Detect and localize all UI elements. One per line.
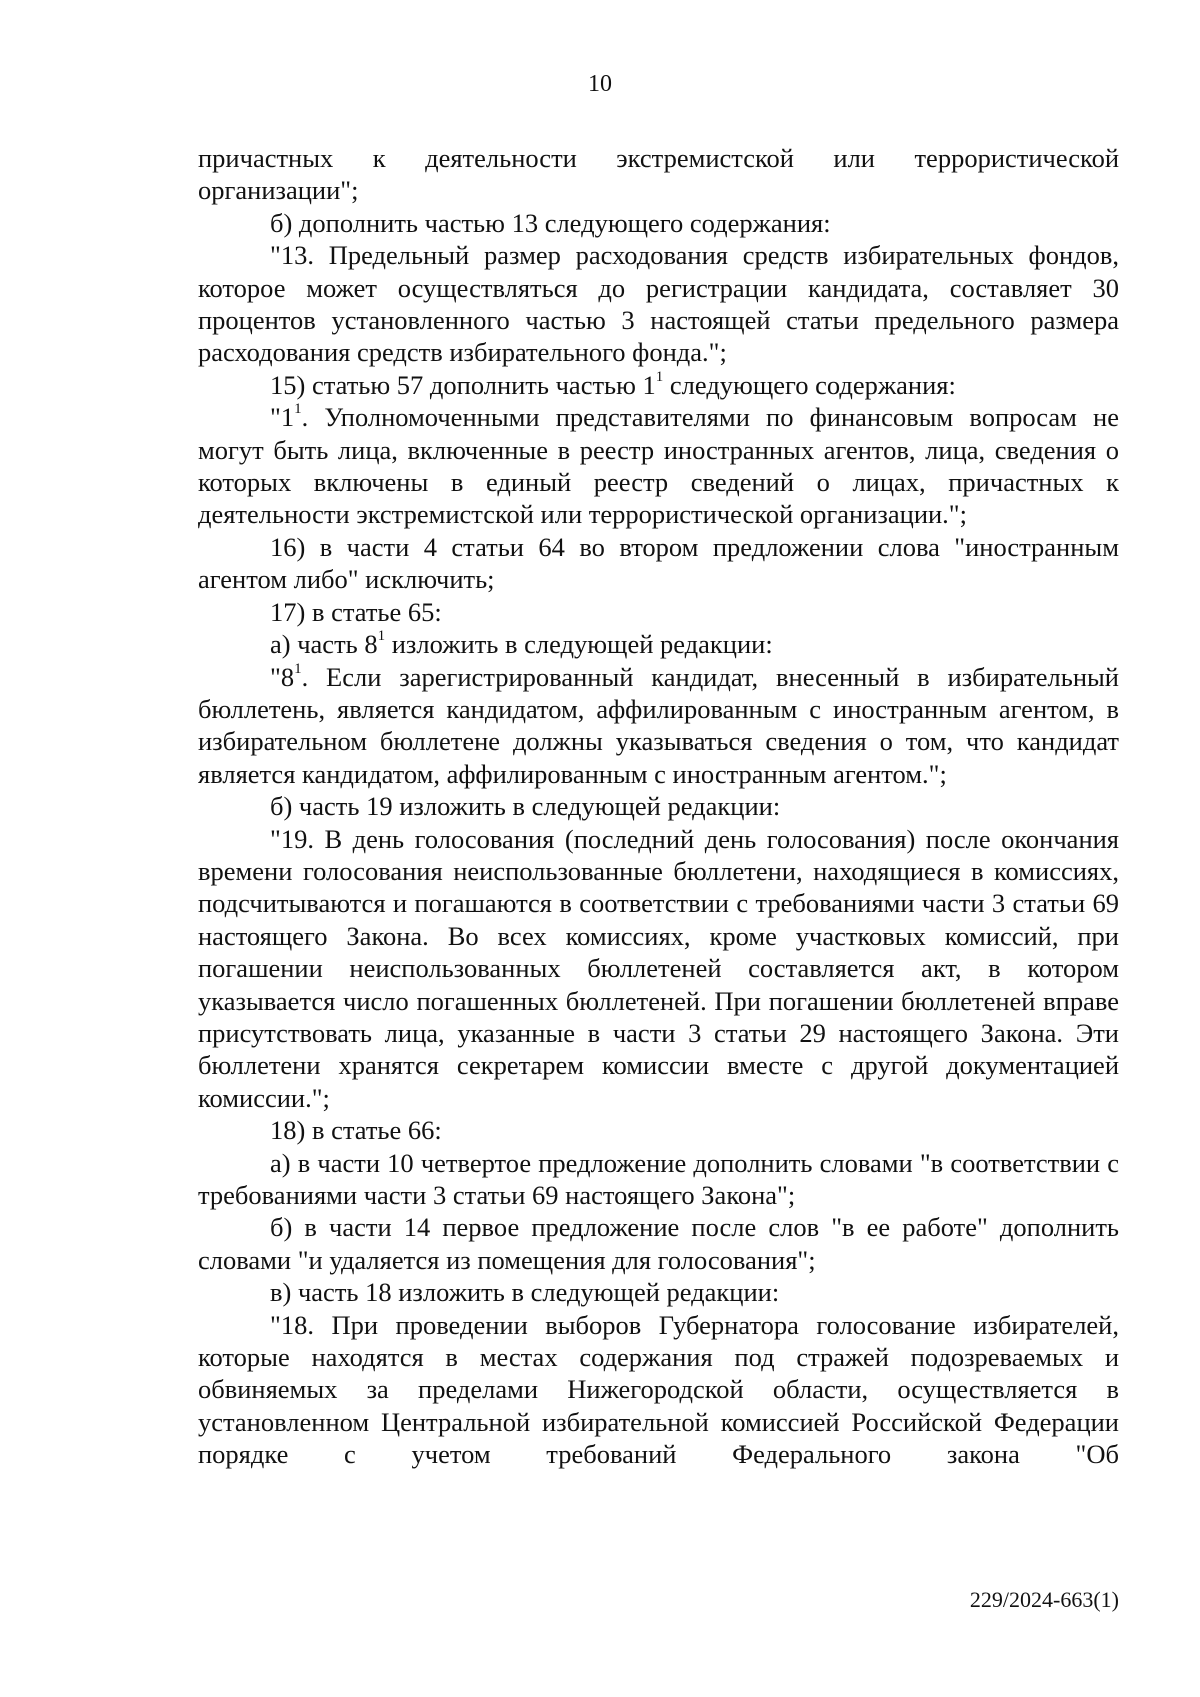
paragraph xyxy=(198,401,1119,531)
page-number: 10 xyxy=(588,71,612,97)
paragraph xyxy=(198,1309,1119,1471)
paragraph xyxy=(198,369,1119,401)
paragraph xyxy=(198,1211,1119,1276)
paragraph-text: "19. В день голосования (последний день голосования) после окончания времени голосования неиспользованные бюллетени, находящиеся в комиссиях, подсчитываются и погашаются в соответствии с требованиями части 3 статьи 69 настоящего Закона. Во всех комиссиях, кроме участковых комиссий, при погашении неиспользованных бюллетеней составляется акт, в котором указывается число погашенных бюллетеней. При погашении бюллетеней вправе присутствовать лица, указанные в части 3 статьи 29 настоящего Закона. Эти бюллетени хранятся секретарем комиссии вместе с другой документацией комиссии."; xyxy=(198,823,1119,1113)
paragraph xyxy=(198,207,1119,239)
paragraph-text: "13. Предельный размер расходования средств избирательных фондов, которое может осуществляться до регистрации кандидата, составляет 30 процентов установленного частью 3 настоящей статьи предельного размера расходования средств избирательного фонда."; xyxy=(198,240,1119,368)
paragraph-text-continued: . Уполномоченными представителями по финансовым вопросам не могут быть лица, включенные в реестр иностранных агентов, лица, сведения о которых включены в единый реестр сведений о лицах, причастных к деятельности экстремистской или террористической организации."; xyxy=(198,402,1119,530)
paragraph xyxy=(198,142,1119,207)
paragraph-text: в) часть 18 изложить в следующей редакции: xyxy=(270,1277,780,1308)
paragraph xyxy=(198,596,1119,628)
superscript: 1 xyxy=(655,369,664,386)
paragraph-text-continued: изложить в следующей редакции: xyxy=(385,629,773,660)
paragraph-text: б) часть 19 изложить в следующей редакции: xyxy=(270,791,781,822)
document-id: 229/2024-663(1) xyxy=(969,1587,1119,1612)
paragraph xyxy=(198,628,1119,660)
paragraph-text: "1 xyxy=(270,402,295,433)
paragraph xyxy=(198,790,1119,822)
paragraph-text: а) часть 8 xyxy=(270,629,378,660)
paragraph xyxy=(198,823,1119,1115)
paragraph-text-continued: следующего содержания: xyxy=(663,369,956,400)
paragraph-text: причастных к деятельности экстремистской или террористической организации"; xyxy=(198,143,1119,206)
paragraph-text: "18. При проведении выборов Губернатора голосование избирателей, которые находятся в местах содержания под стражей подозреваемых и обвиняемых за пределами Нижегородской области, осуществляется в установленном Центральной избирательной комиссией Российской Федерации порядке с учетом требований Федерального закона "Об xyxy=(198,1309,1119,1470)
superscript: 1 xyxy=(294,401,302,418)
paragraph xyxy=(198,1276,1119,1308)
paragraph xyxy=(198,1147,1119,1212)
paragraph-text: а) в части 10 четвертое предложение дополнить словами "в соответствии с требованиями части 3 статьи 69 настоящего Закона"; xyxy=(198,1147,1119,1210)
document-body xyxy=(198,142,1119,1471)
paragraph-text: 15) статью 57 дополнить частью 1 xyxy=(270,369,656,400)
paragraph-text-continued: . Если зарегистрированный кандидат, внесенный в избирательный бюллетень, является кандидатом, аффилированным с иностранным агентом, в избирательном бюллетене должны указываться сведения о том, что кандидат является кандидатом, аффилированным с иностранным агентом."; xyxy=(198,661,1119,789)
paragraph xyxy=(198,239,1119,369)
superscript: 1 xyxy=(294,660,302,677)
paragraph-text: 18) в статье 66: xyxy=(270,1115,442,1146)
paragraph xyxy=(198,1114,1119,1146)
paragraph xyxy=(198,661,1119,791)
paragraph-text: б) дополнить частью 13 следующего содержания: xyxy=(270,207,831,238)
paragraph-text: 16) в части 4 статьи 64 во втором предложении слова "иностранным агентом либо" исключить; xyxy=(198,531,1119,595)
superscript: 1 xyxy=(377,628,386,645)
paragraph-text: "8 xyxy=(270,661,295,692)
paragraph xyxy=(198,531,1119,596)
paragraph-text: 17) в статье 65: xyxy=(270,596,442,627)
paragraph-text: б) в части 14 первое предложение после слов "в ее работе" дополнить словами "и удаляется из помещения для голосования"; xyxy=(198,1212,1119,1275)
